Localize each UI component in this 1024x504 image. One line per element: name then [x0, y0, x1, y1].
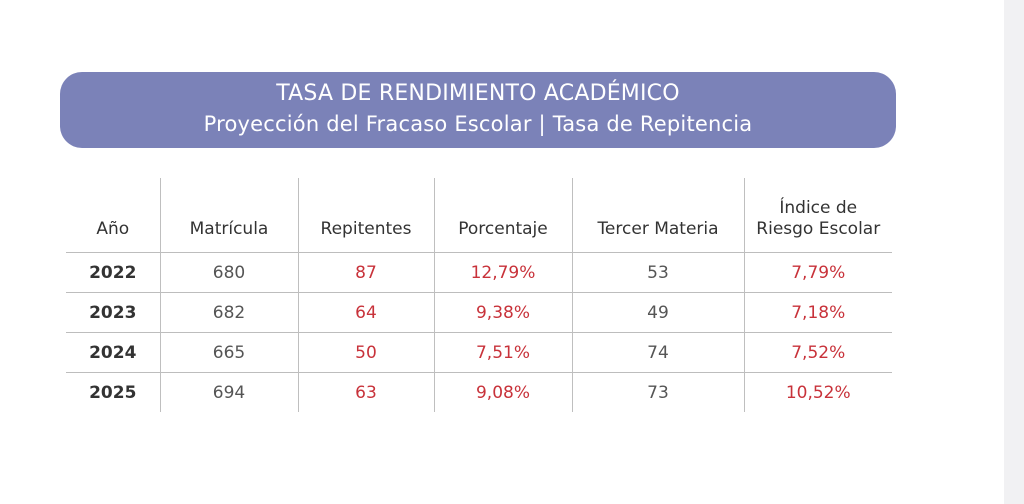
- cell-indice-riesgo: 7,52%: [744, 333, 892, 373]
- cell-year: 2024: [89, 342, 137, 363]
- cell-matricula: 682: [160, 293, 298, 333]
- banner-subtitle: Proyección del Fracaso Escolar | Tasa de Repitencia: [203, 112, 753, 136]
- table-row: [66, 333, 892, 373]
- cell-year: 2022: [89, 262, 137, 283]
- right-edge-strip: [1004, 0, 1024, 504]
- table-header-row: [66, 178, 892, 253]
- cell-matricula: 665: [160, 333, 298, 373]
- header-tercer-materia: Tercer Materia: [572, 178, 744, 253]
- header-indice-line2: Riesgo Escolar: [756, 219, 881, 239]
- cell-year: 2025: [89, 382, 137, 403]
- header-repitentes: Repitentes: [298, 178, 434, 253]
- cell-year: 2023: [89, 302, 137, 323]
- performance-table: [66, 178, 892, 412]
- cell-repitentes: 63: [298, 373, 434, 413]
- header-indice-line1: Índice de: [779, 198, 858, 218]
- header-year: Año: [96, 219, 130, 239]
- cell-repitentes: 87: [298, 253, 434, 293]
- table-row: [66, 253, 892, 293]
- cell-tercer-materia: 73: [572, 373, 744, 413]
- header-matricula: Matrícula: [160, 178, 298, 253]
- cell-repitentes: 64: [298, 293, 434, 333]
- header-porcentaje: Porcentaje: [434, 178, 572, 253]
- table-row: [66, 373, 892, 413]
- cell-matricula: 680: [160, 253, 298, 293]
- table-row: [66, 293, 892, 333]
- cell-repitentes: 50: [298, 333, 434, 373]
- cell-porcentaje: 7,51%: [434, 333, 572, 373]
- cell-indice-riesgo: 7,79%: [744, 253, 892, 293]
- cell-indice-riesgo: 10,52%: [744, 373, 892, 413]
- cell-tercer-materia: 49: [572, 293, 744, 333]
- cell-porcentaje: 9,08%: [434, 373, 572, 413]
- cell-porcentaje: 12,79%: [434, 253, 572, 293]
- cell-matricula: 694: [160, 373, 298, 413]
- cell-indice-riesgo: 7,18%: [744, 293, 892, 333]
- banner-title: TASA DE RENDIMIENTO ACADÉMICO: [276, 81, 680, 106]
- cell-porcentaje: 9,38%: [434, 293, 572, 333]
- header-indice-riesgo: [744, 178, 892, 253]
- title-banner: [60, 72, 896, 148]
- cell-tercer-materia: 53: [572, 253, 744, 293]
- cell-tercer-materia: 74: [572, 333, 744, 373]
